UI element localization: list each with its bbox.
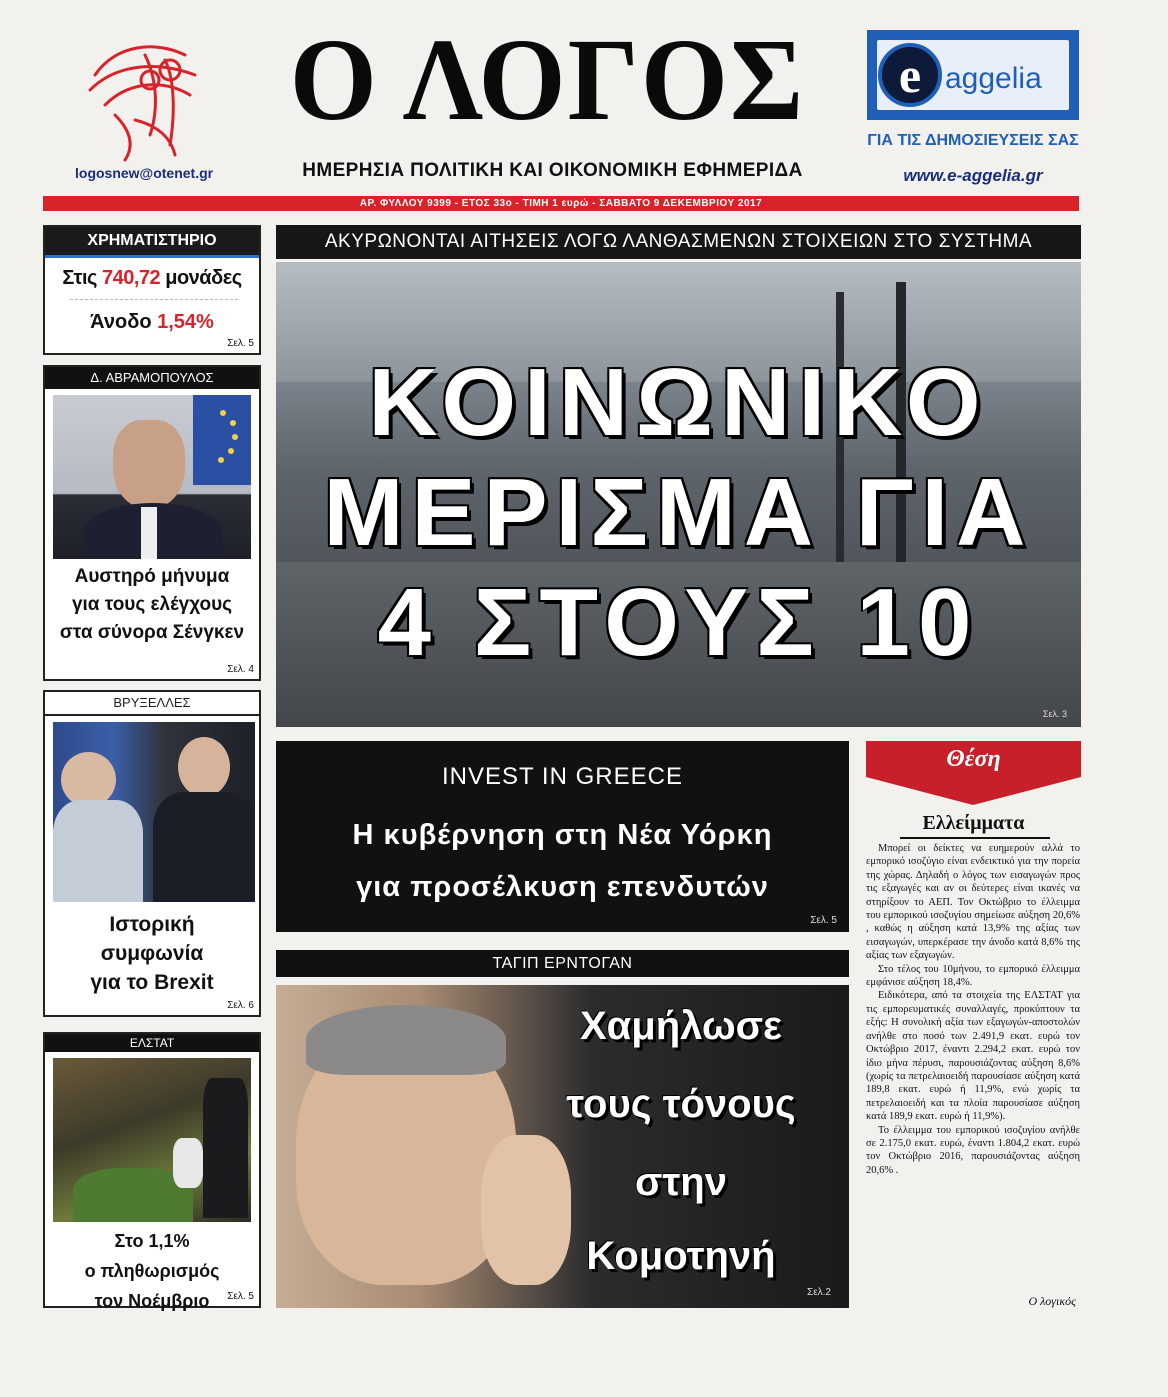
- brussels-header: ΒΡΥΞΕΛΛΕΣ: [45, 692, 259, 716]
- brexit-headline: Ιστορική συμφωνία για το Brexit: [90, 913, 214, 994]
- lead-headline-line2: ΜΕΡΙΣΜΑ ΓΙΑ: [323, 459, 1034, 566]
- email-address[interactable]: logosnew@otenet.gr: [75, 165, 214, 181]
- avramopoulos-header: Δ. ΑΒΡΑΜΟΠΟΥΛΟΣ: [45, 367, 259, 389]
- opinion-label: Θέση: [946, 746, 1001, 772]
- ad-logo-word: aggelia: [945, 62, 1042, 95]
- stock-points: Στις 740,72 μονάδες: [62, 267, 242, 289]
- newspaper-subtitle: ΗΜΕΡΗΣΙΑ ΠΟΛΙΤΙΚΗ ΚΑΙ ΟΙΚΟΝΟΜΙΚΗ ΕΦΗΜΕΡΙΔΑ: [302, 160, 803, 181]
- market-photo: [53, 1058, 251, 1222]
- stock-change: Άνοδο 1,54%: [90, 311, 214, 333]
- divider: [900, 837, 1050, 839]
- page-ref: Σελ. 5: [227, 1291, 254, 1302]
- erdogan-headline-line3: στην: [635, 1160, 727, 1204]
- lead-kicker: ΑΚΥΡΩΝΟΝΤΑΙ ΑΙΤΗΣΕΙΣ ΛΟΓΩ ΛΑΝΘΑΣΜΕΝΩΝ ΣΤΟΙΧΕΙΩΝ ΣΤΟ ΣΥΣΤΗΜΑ: [276, 225, 1081, 259]
- stock-box[interactable]: [43, 225, 261, 355]
- erdogan-story[interactable]: [276, 985, 849, 1308]
- erdogan-headline-line1: Χαμήλωσε: [579, 1004, 783, 1048]
- invest-story[interactable]: [276, 741, 849, 932]
- erdogan-kicker: ΤΑΓΙΠ ΕΡΝΤΟΓΑΝ: [276, 950, 849, 977]
- lead-headline-line1: ΚΟΙΝΩΝΙΚΟ: [368, 349, 989, 456]
- page-ref: Σελ. 5: [810, 915, 837, 926]
- opinion-signature: Ο λογικός: [1028, 1294, 1076, 1308]
- invest-kicker: INVEST IN GREECE: [442, 763, 683, 790]
- page-ref: Σελ. 6: [227, 1000, 254, 1011]
- issue-line: ΑΡ. ΦΥΛΛΟΥ 9399 - ΕΤΟΣ 33ο - ΤΙΜΗ 1 ευρώ - ΣΑΒΒΑΤΟ 9 ΔΕΚΕΜΒΡΙΟΥ 2017: [359, 198, 763, 209]
- opinion-paragraph: Ειδικότερα, από τα στοιχεία της ΕΛΣΤΑΤ για τις εμπορευματικές συναλλαγές, προκύπτουν τα εξής: Η συνολική αξία των εξαγωγών-αποστολών ανήλθε στο ποσό των 2.491,9 εκατ. ευρώ τον Οκτώβριο 2017, έναντι 2.294,2 εκατ. ευρώ τον ίδιο μήνα πέρυσι, παρουσιάζοντας αύξηση 8,6% (χωρίς τα πετρελαιοειδή παρουσίασε αύξηση κατά 189,8 εκατ. ευρώ ή 11,9%, ενώ χωρίς τα πετρελαιοειδή και τα πλοία παρουσίασε αύξηση κατά 189,9 εκατ. ευρώ ή 11,9%).: [866, 990, 1080, 1123]
- page-ref: Σελ.2: [807, 1287, 831, 1298]
- page-ref: Σελ. 4: [227, 664, 254, 675]
- logo-figures-icon: [75, 35, 210, 165]
- erdogan-headline-line2: τους τόνους: [566, 1082, 796, 1126]
- ad-tagline: ΓΙΑ ΤΙΣ ΔΗΜΟΣΙΕΥΣΕΙΣ ΣΑΣ: [867, 132, 1079, 149]
- invest-headline: Η κυβέρνηση στη Νέα Υόρκη για προσέλκυση επενδυτών: [352, 819, 773, 903]
- elstat-box[interactable]: [43, 1032, 261, 1311]
- opinion-paragraph: Μπορεί οι δείκτες να ευημερούν αλλά το εμπορικό ισοζύγιο είναι ενδεικτικό για την πορεία της χώρας. Δηλαδή ο λόγος των εισαγωγών προς τις εξαγωγές και αν οι δεύτερες είναι ικανές να στηρίξουν το ΑΕΠ. Τον Οκτώβριο το έλλειμμα του εμπορικού ισοζυγίου σημείωσε αύξηση 20,6% , καθώς η αύξηση κατά 13,9% της αξίας των εισαγωγών, υπερκέρασε την άνοδο κατά 8,6% της αξίας των εξαγωγών.: [866, 843, 1080, 962]
- page-ref: Σελ. 3: [1042, 709, 1067, 719]
- lead-story[interactable]: [276, 262, 1081, 727]
- elstat-header: ΕΛΣΤΑΤ: [45, 1034, 259, 1052]
- stock-header: ΧΡΗΜΑΤΙΣΤΗΡΙΟ: [45, 227, 259, 258]
- brexit-photo: [53, 722, 255, 902]
- avramopoulos-photo: [53, 395, 251, 559]
- opinion-title[interactable]: Ελλείμματα: [922, 812, 1025, 834]
- lead-headline-line3: 4 ΣΤΟΥΣ 10: [377, 569, 980, 676]
- avramopoulos-headline: Αυστηρό μήνυμα για τους ελέγχους στα σύνορα Σένγκεν: [59, 566, 245, 643]
- opinion-body: [866, 842, 1080, 1177]
- opinion-paragraph: Στο τέλος του 10μήνου, το εμπορικό έλλειμμα εμφάνισε αύξηση 18,4%.: [866, 963, 1080, 989]
- newspaper-title: Ο ΛΟΓΟΣ: [289, 14, 806, 146]
- erdogan-headline-line4: Κομοτηνή: [586, 1234, 776, 1278]
- ad-logo-letter: e: [898, 47, 922, 103]
- ad-url[interactable]: www.e-aggelia.gr: [903, 166, 1043, 185]
- page-ref: Σελ. 5: [227, 338, 254, 349]
- divider: [70, 299, 238, 300]
- avramopoulos-box[interactable]: [43, 365, 261, 681]
- brussels-box[interactable]: [43, 690, 261, 1017]
- elstat-headline: Στο 1,1% ο πληθωρισμός τον Νοέμβριο: [84, 1231, 220, 1311]
- opinion-arrow-icon: [866, 777, 1081, 805]
- opinion-paragraph: Το έλλειμμα του εμπορικού ισοζυγίου ανήλθε σε 2.175,0 εκατ. ευρώ, έναντι 1.804,2 εκατ. ευρώ τον Οκτώβριο 2016, παρουσιάζοντας αύξηση 20,6% .: [866, 1124, 1080, 1176]
